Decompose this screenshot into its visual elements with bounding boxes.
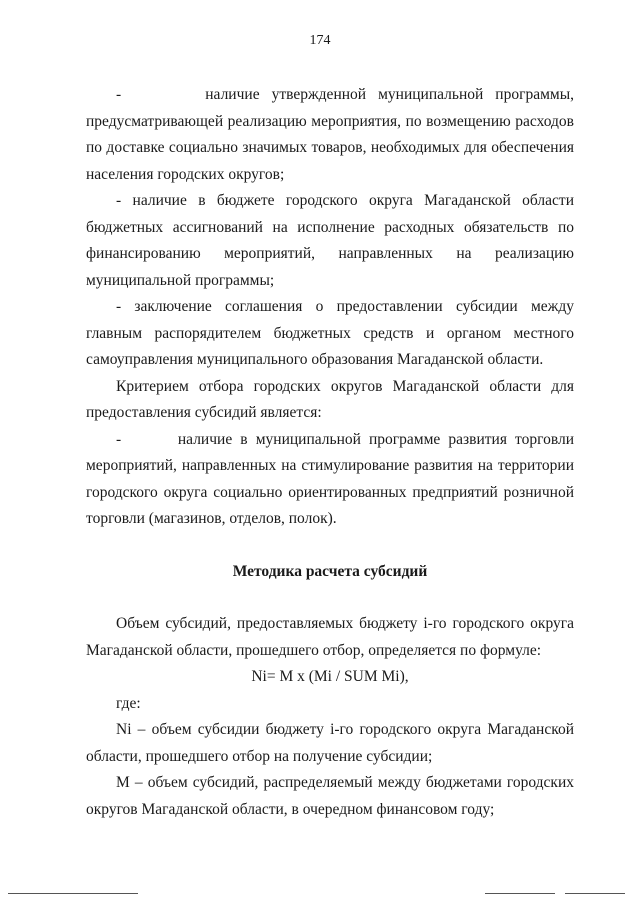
section-heading: Методика расчета субсидий xyxy=(232,562,428,580)
paragraph-condition-budget: - наличие в бюджете городского округа Магаданской области бюджетных ассигнований на исполнение расходных обязательств по финансированию мероприятий, направленных на реализацию муниципальной программы; xyxy=(86,192,574,289)
page-number: 174 xyxy=(309,33,331,48)
paragraph-selection-criterion: Критерием отбора городских округов Магаданской области для предоставления субсидий является: xyxy=(86,377,574,421)
where-label: где: xyxy=(116,694,141,712)
document-body xyxy=(86,82,574,823)
formula: Ni= M x (Mi / SUM Mi), xyxy=(251,668,409,685)
paragraph-condition-program: - наличие утвержденной муниципальной программы, предусматривающей реализацию мероприятия, по возмещению расходов по доставке социально значимых товаров, необходимых для обеспечения населения городских округов; xyxy=(86,86,574,183)
definition-ni: Ni – объем субсидии бюджету i-го городского округа Магаданской области, прошедшего отбор на получение субсидии; xyxy=(86,721,574,765)
paragraph-criterion-trade: - наличие в муниципальной программе развития торговли мероприятий, направленных на стимулирование развития на территории городского округа социально ориентированных предприятий розничной торговли (магазинов, отделов, полок). xyxy=(86,430,574,527)
definition-m: M – объем субсидий, распределяемый между бюджетами городских округов Магаданской области, в очередном финансовом году; xyxy=(86,774,574,818)
scan-artifact-line xyxy=(485,893,555,894)
paragraph-condition-agreement: - заключение соглашения о предоставлении субсидии между главным распорядителем бюджетных средств и органом местного самоуправления муниципального образования Магаданской области. xyxy=(86,298,574,368)
paragraph-formula-intro: Объем субсидий, предоставляемых бюджету i-го городского округа Магаданской области, прошедшего отбор, определяется по формуле: xyxy=(86,615,574,659)
scan-artifact-line xyxy=(565,893,625,894)
scan-artifact-line xyxy=(8,893,138,894)
